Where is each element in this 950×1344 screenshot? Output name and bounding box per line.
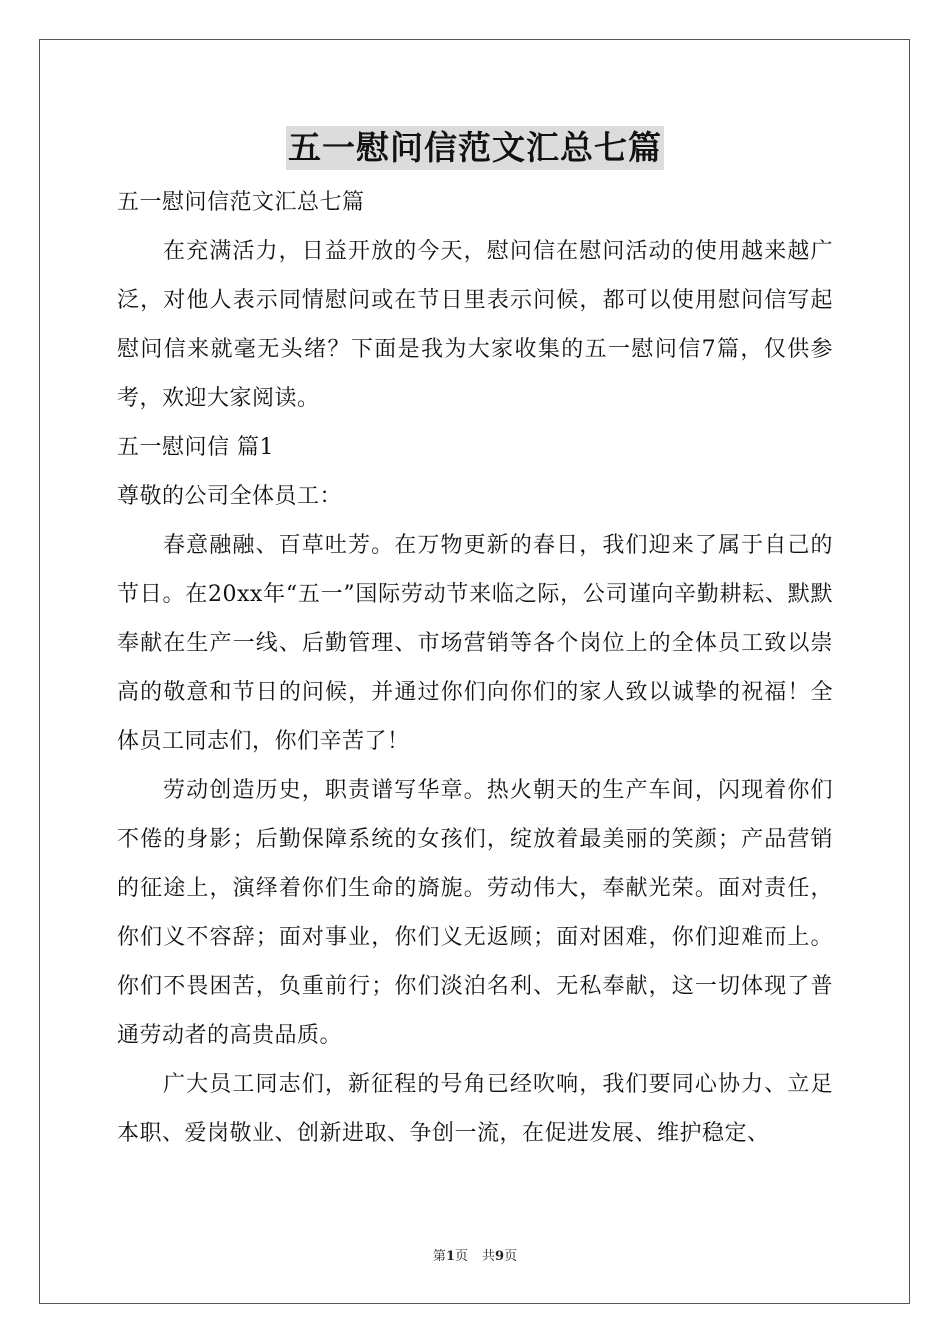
total-pages: 9 xyxy=(495,1249,505,1264)
title-container xyxy=(0,126,950,170)
paragraph: 春意融融、百草吐芳。在万物更新的春日，我们迎来了属于自己的节日。在20xx年“五一”国际劳动节来临之际，公司谨向辛勤耕耘、默默奉献在生产一线、后勤管理、市场营销等各个岗位上的全体员工致以崇高的敬意和节日的问候，并通过你们向你们的家人致以诚挚的祝福！全体员工同志们，你们辛苦了！ xyxy=(117,533,833,754)
paragraph: 五一慰问信范文汇总七篇 xyxy=(117,190,365,215)
paragraph: 五一慰问信 篇1 xyxy=(117,435,274,460)
total-label-prefix: 共 xyxy=(482,1249,496,1264)
paragraph: 尊敬的公司全体员工： xyxy=(117,484,343,509)
page-label-suffix: 页 xyxy=(454,1249,468,1264)
paragraph: 劳动创造历史，职责谱写华章。热火朝天的生产车间，闪现着你们不倦的身影；后勤保障系统的女孩们，绽放着最美丽的笑颜；产品营销的征途上，演绎着你们生命的旖旎。劳动伟大，奉献光荣。面对责任，你们义不容辞；面对事业，你们义无返顾；面对困难，你们迎难而上。你们不畏困苦，负重前行；你们淡泊名利、无私奉献，这一切体现了普通劳动者的高贵品质。 xyxy=(117,778,833,1048)
total-label-suffix: 页 xyxy=(504,1249,518,1264)
paragraph: 在充满活力，日益开放的今天，慰问信在慰问活动的使用越来越广泛，对他人表示同情慰问或在节日里表示问候，都可以使用慰问信写起慰问信来就毫无头绪？下面是我为大家收集的五一慰问信7篇，仅供参考，欢迎大家阅读。 xyxy=(117,239,833,411)
document-body xyxy=(117,178,833,1158)
page-label-prefix: 第 xyxy=(432,1249,446,1264)
page-number: 1 xyxy=(445,1249,455,1264)
page-footer xyxy=(0,1245,950,1264)
paragraph: 广大员工同志们，新征程的号角已经吹响，我们要同心协力、立足本职、爱岗敬业、创新进取、争创一流，在促进发展、维护稳定、 xyxy=(117,1072,833,1146)
document-title: 五一慰问信范文汇总七篇 xyxy=(286,126,664,170)
